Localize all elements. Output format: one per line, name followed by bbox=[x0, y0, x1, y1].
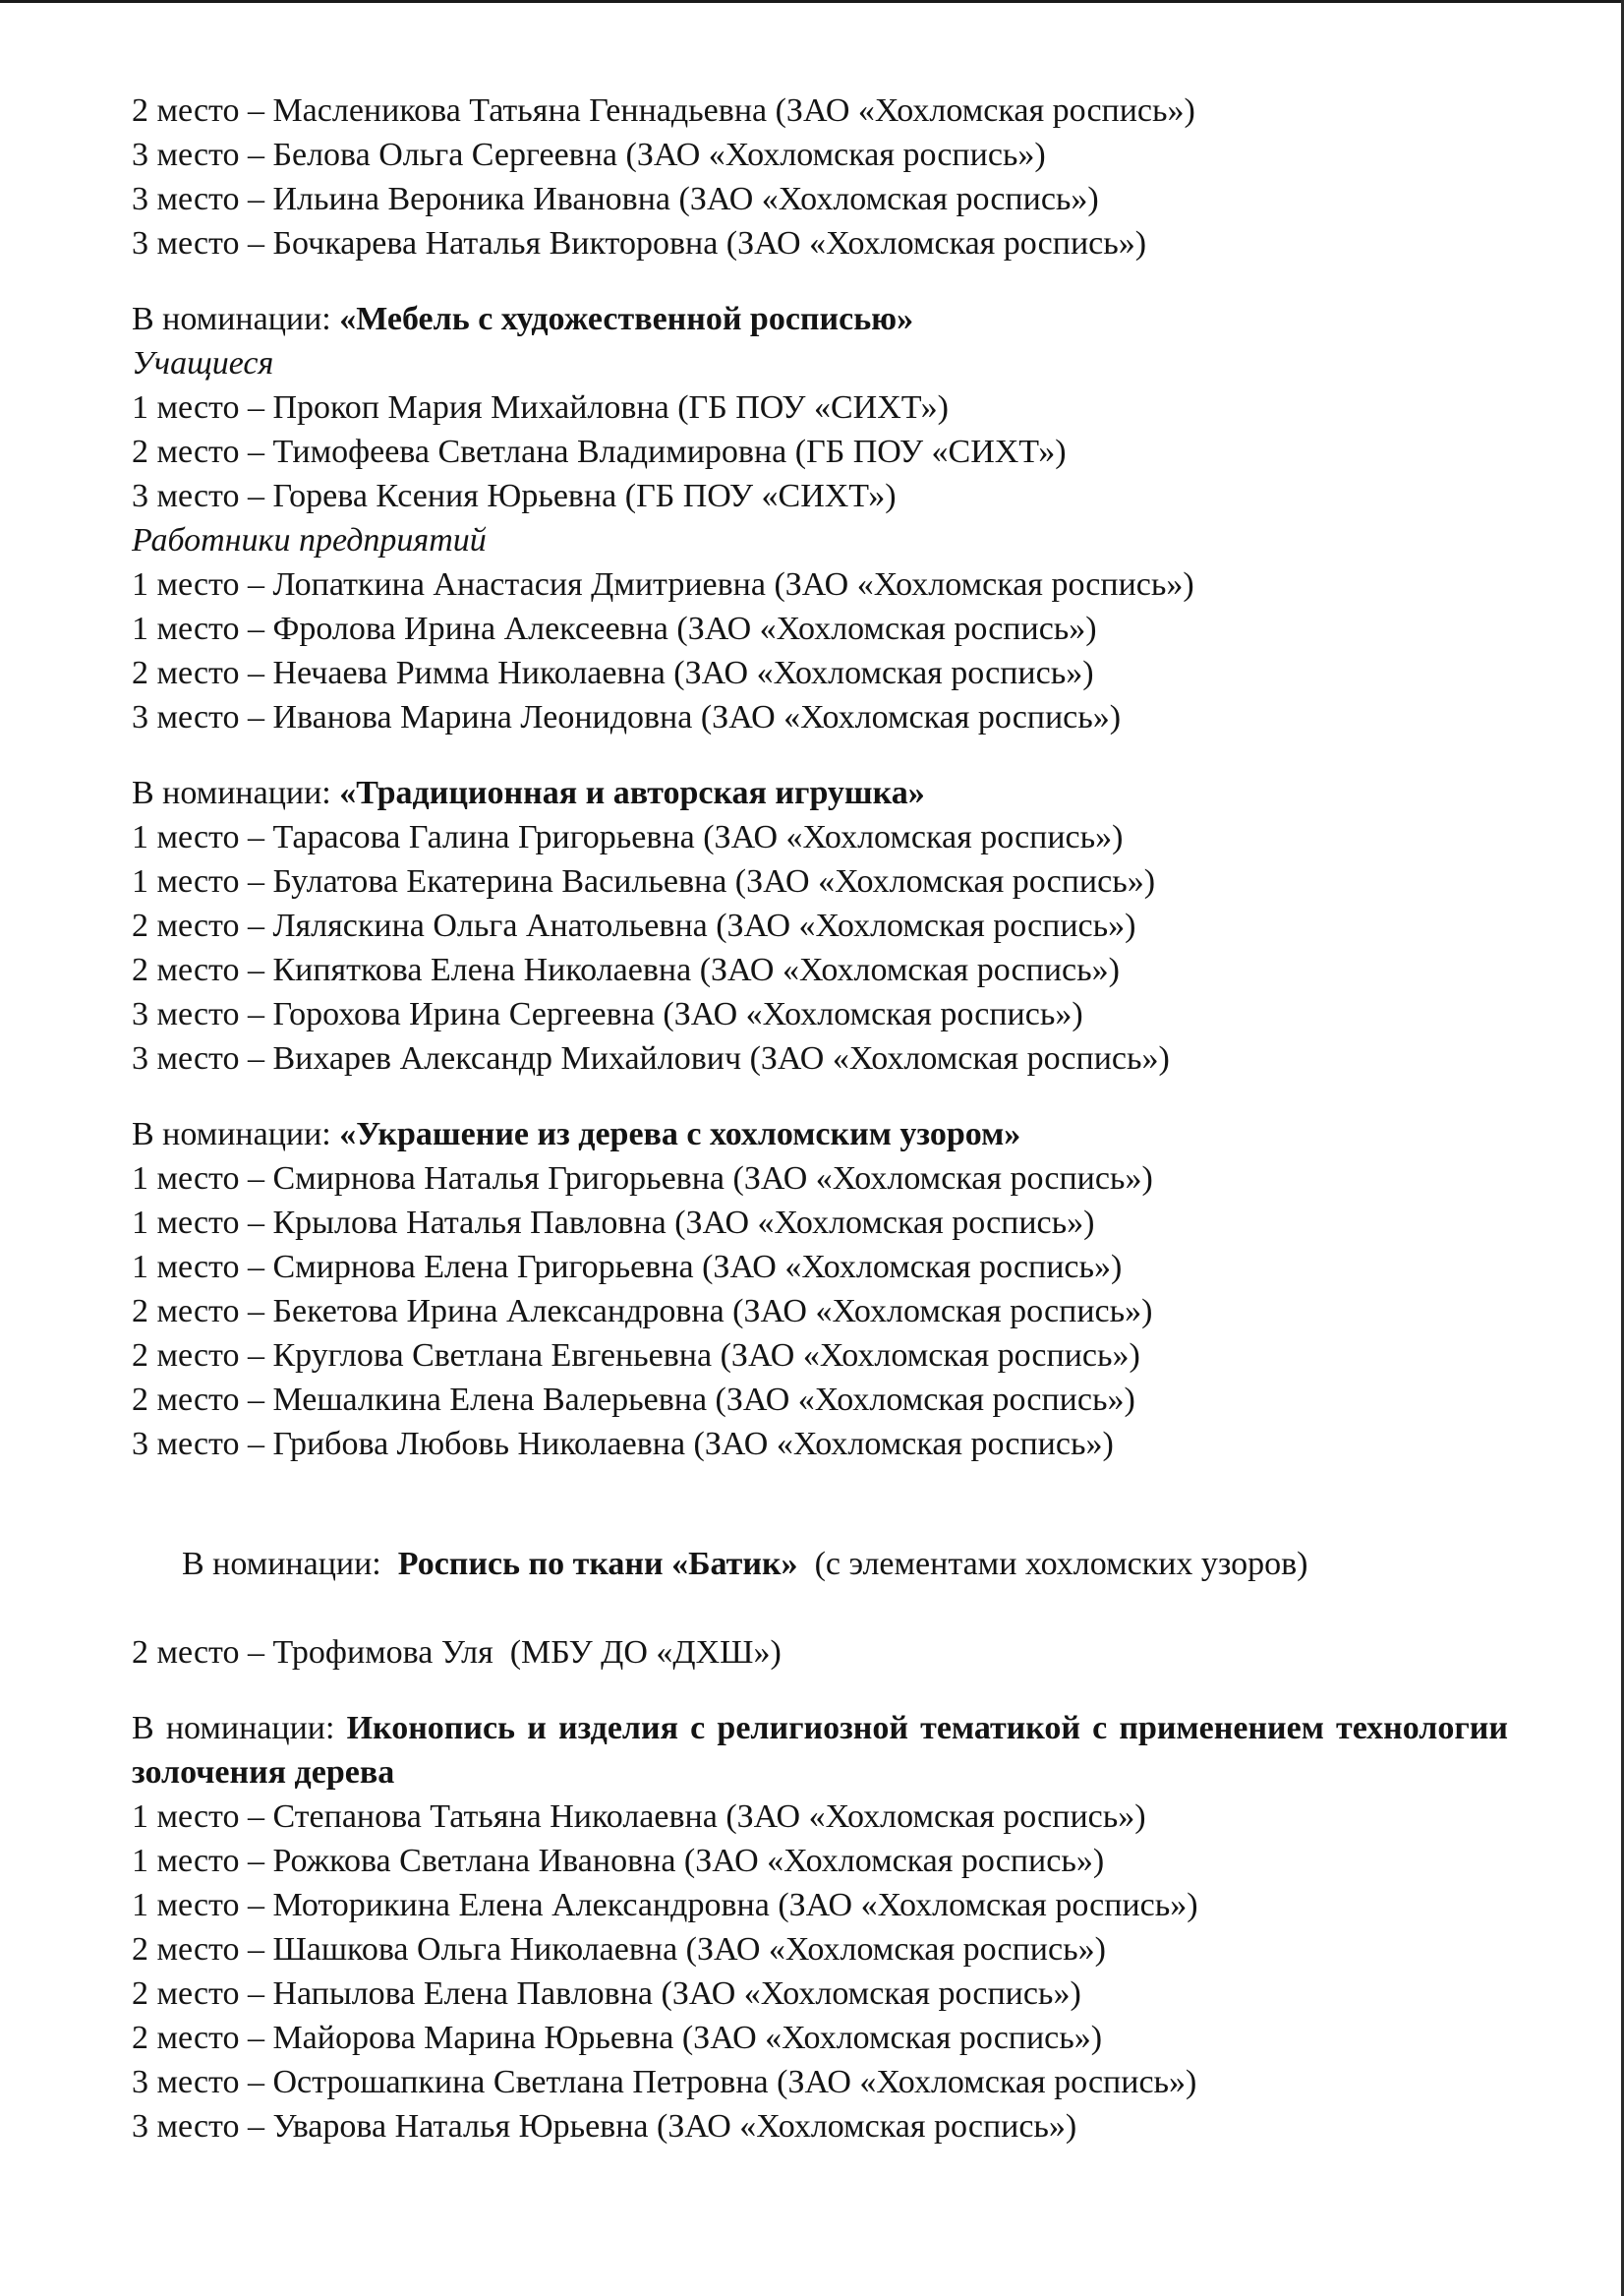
nomination-prefix: В номинации: bbox=[132, 775, 340, 811]
award-entry: 1 место – Крылова Наталья Павловна (ЗАО «Хохломская роспись») bbox=[132, 1205, 1095, 1241]
award-entry: 2 место – Круглова Светлана Евгеньевна (ЗАО «Хохломская роспись») bbox=[132, 1337, 1140, 1374]
award-entry: 3 место – Уварова Наталья Юрьевна (ЗАО «Хохломская роспись») bbox=[132, 2108, 1077, 2145]
award-entry: 3 место – Иванова Марина Леонидовна (ЗАО «Хохломская роспись») bbox=[132, 699, 1122, 736]
nomination-prefix: В номинации: bbox=[132, 301, 340, 337]
award-entry: 1 место – Рожкова Светлана Ивановна (ЗАО «Хохломская роспись») bbox=[132, 1843, 1105, 1879]
award-entry: 2 место – Трофимова Уля (МБУ ДО «ДХШ») bbox=[132, 1634, 782, 1671]
nomination-title: Иконопись и изделия с религиозной тематикой с применением технологии золочения дерева bbox=[132, 1710, 1508, 1791]
nomination-prefix: В номинации: bbox=[132, 1710, 347, 1746]
nomination-title: «Традиционная и авторская игрушка» bbox=[339, 775, 925, 811]
section-furniture bbox=[132, 297, 1508, 739]
nomination-title: «Украшение из дерева с хохломским узором» bbox=[339, 1116, 1021, 1152]
award-entry: 1 место – Прокоп Мария Михайловна (ГБ ПОУ «СИХТ») bbox=[132, 389, 949, 426]
nomination-heading bbox=[132, 1706, 1508, 1795]
award-entry: 2 место – Масленикова Татьяна Геннадьевна (ЗАО «Хохломская роспись») bbox=[132, 92, 1195, 129]
nomination-prefix: В номинации: bbox=[182, 1546, 398, 1582]
section-toy bbox=[132, 771, 1508, 1081]
award-entry: 2 место – Кипяткова Елена Николаевна (ЗАО «Хохломская роспись») bbox=[132, 952, 1120, 988]
award-entry: 2 место – Майорова Марина Юрьевна (ЗАО «Хохломская роспись») bbox=[132, 2020, 1103, 2056]
award-entry: 3 место – Горева Ксения Юрьевна (ГБ ПОУ «СИХТ») bbox=[132, 478, 897, 514]
nomination-heading bbox=[132, 1498, 1508, 1630]
award-entry: 1 место – Фролова Ирина Алексеевна (ЗАО «Хохломская роспись») bbox=[132, 611, 1097, 647]
award-entry: 3 место – Острошапкина Светлана Петровна (ЗАО «Хохломская роспись») bbox=[132, 2064, 1197, 2100]
section-continuation bbox=[132, 88, 1508, 265]
section-decoration bbox=[132, 1112, 1508, 1466]
award-entry: 2 место – Шашкова Ольга Николаевна (ЗАО «Хохломская роспись») bbox=[132, 1931, 1106, 1968]
award-entry: 2 место – Напылова Елена Павловна (ЗАО «Хохломская роспись») bbox=[132, 1975, 1081, 2012]
category-label-workers: Работники предприятий bbox=[132, 522, 487, 559]
nomination-title: «Мебель с художественной росписью» bbox=[339, 301, 914, 337]
nomination-heading bbox=[132, 771, 1508, 815]
award-entry: 2 место – Тимофеева Светлана Владимировна (ГБ ПОУ «СИХТ») bbox=[132, 434, 1067, 470]
award-entry: 3 место – Грибова Любовь Николаевна (ЗАО «Хохломская роспись») bbox=[132, 1426, 1114, 1462]
award-entry: 1 место – Тарасова Галина Григорьевна (ЗАО «Хохломская роспись») bbox=[132, 819, 1124, 855]
nomination-heading bbox=[132, 297, 1508, 341]
award-entry: 3 место – Вихарев Александр Михайлович (ЗАО «Хохломская роспись») bbox=[132, 1040, 1170, 1077]
award-entry: 2 место – Бекетова Ирина Александровна (ЗАО «Хохломская роспись») bbox=[132, 1293, 1153, 1329]
section-icon-painting bbox=[132, 1706, 1508, 2149]
award-entry: 2 место – Нечаева Римма Николаевна (ЗАО «Хохломская роспись») bbox=[132, 655, 1094, 691]
nomination-title: Роспись по ткани «Батик» bbox=[397, 1546, 798, 1582]
award-entry: 2 место – Ляляскина Ольга Анатольевна (ЗАО «Хохломская роспись») bbox=[132, 908, 1136, 944]
award-entry: 1 место – Степанова Татьяна Николаевна (ЗАО «Хохломская роспись») bbox=[132, 1798, 1146, 1835]
award-entry: 1 место – Моторикина Елена Александровна (ЗАО «Хохломская роспись») bbox=[132, 1887, 1198, 1923]
award-entry: 1 место – Булатова Екатерина Васильевна (ЗАО «Хохломская роспись») bbox=[132, 863, 1156, 900]
award-entry: 3 место – Бочкарева Наталья Викторовна (ЗАО «Хохломская роспись») bbox=[132, 225, 1147, 262]
nomination-suffix: (с элементами хохломских узоров) bbox=[797, 1546, 1308, 1582]
section-batik bbox=[132, 1498, 1508, 1675]
award-entry: 3 место – Ильина Вероника Ивановна (ЗАО «Хохломская роспись») bbox=[132, 181, 1099, 217]
document-body bbox=[132, 88, 1508, 2149]
award-entry: 3 место – Горохова Ирина Сергеевна (ЗАО «Хохломская роспись») bbox=[132, 996, 1083, 1032]
nomination-heading bbox=[132, 1112, 1508, 1156]
nomination-prefix: В номинации: bbox=[132, 1116, 340, 1152]
award-entry: 2 место – Мешалкина Елена Валерьевна (ЗАО «Хохломская роспись») bbox=[132, 1382, 1135, 1418]
award-entry: 1 место – Смирнова Елена Григорьевна (ЗАО «Хохломская роспись») bbox=[132, 1249, 1123, 1285]
scan-edge-top bbox=[0, 0, 1624, 3]
award-entry: 1 место – Смирнова Наталья Григорьевна (ЗАО «Хохломская роспись») bbox=[132, 1160, 1153, 1197]
category-label-students: Учащиеся bbox=[132, 345, 274, 382]
award-entry: 3 место – Белова Ольга Сергеевна (ЗАО «Хохломская роспись») bbox=[132, 137, 1046, 173]
award-entry: 1 место – Лопаткина Анастасия Дмитриевна (ЗАО «Хохломская роспись») bbox=[132, 566, 1194, 603]
